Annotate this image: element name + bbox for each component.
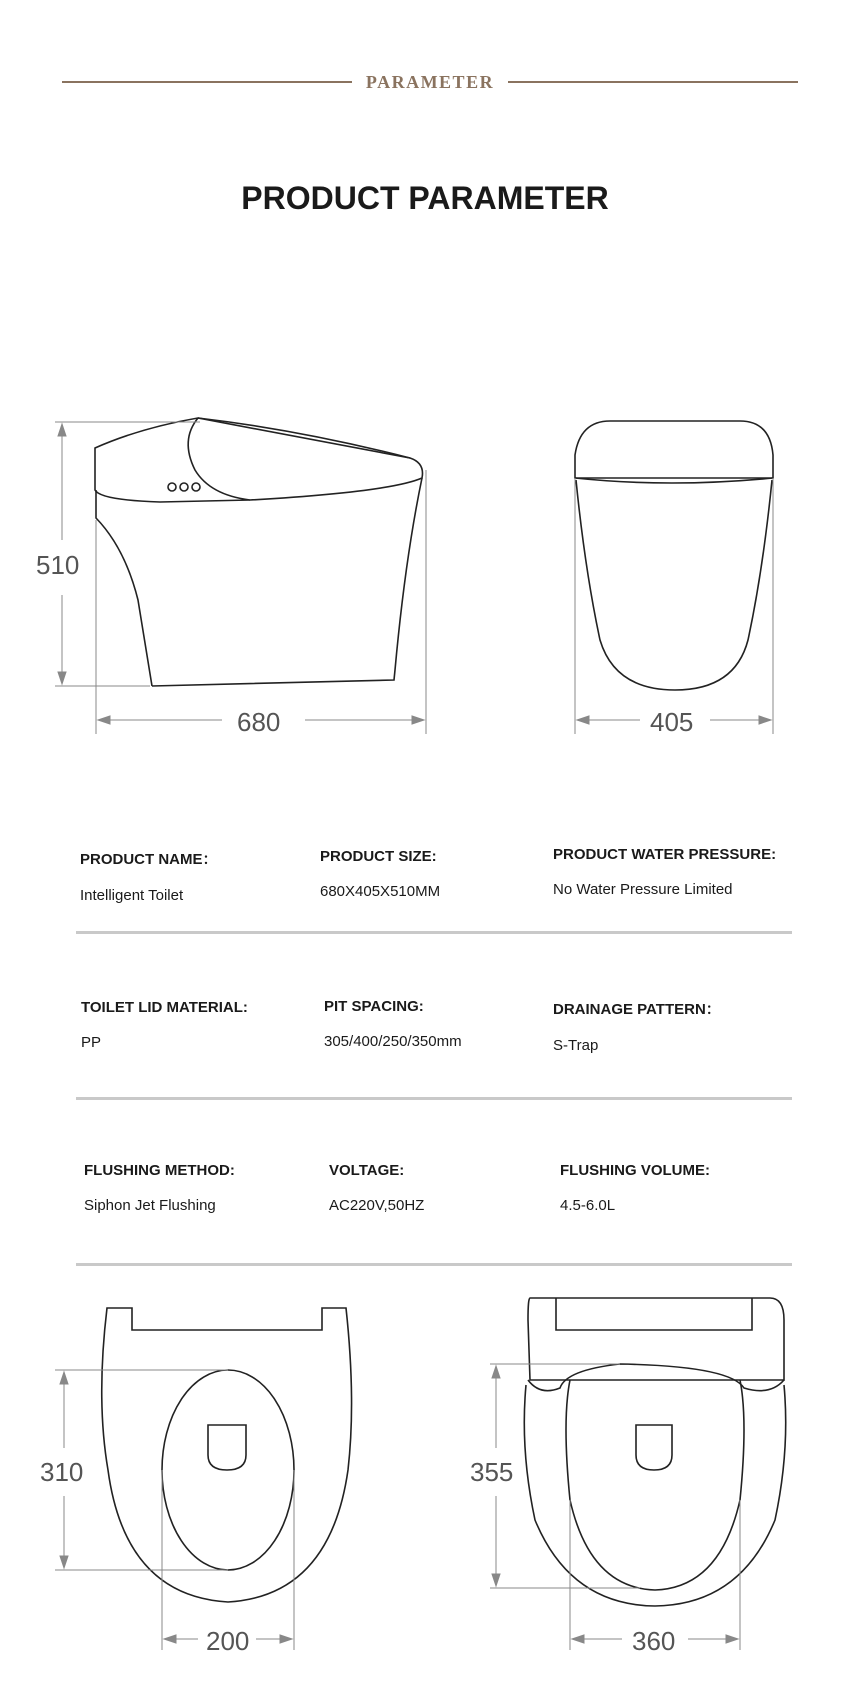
spec-value: S-Trap	[553, 1037, 599, 1054]
spec-flushing-method	[84, 1162, 235, 1214]
page-title: PRODUCT PARAMETER	[241, 180, 609, 216]
side-length-dimension	[96, 470, 426, 734]
spec-flushing-volume	[560, 1162, 710, 1214]
spec-label: TOILET LID MATERIAL:	[81, 999, 248, 1016]
spec-value: No Water Pressure Limited	[553, 881, 733, 898]
side-height-label: 510	[36, 550, 80, 580]
spec-value: 305/400/250/350mm	[324, 1033, 462, 1050]
spec-value: AC220V,50HZ	[329, 1197, 425, 1214]
spec-label: VOLTAGE:	[329, 1162, 405, 1179]
spec-label: PIT SPACING:	[324, 998, 424, 1015]
seat-length-label: 310	[40, 1457, 84, 1487]
bowl-width-label: 360	[632, 1626, 676, 1656]
spec-label: PRODUCT NAME：	[80, 851, 218, 868]
spec-voltage	[329, 1162, 424, 1214]
front-width-dimension	[575, 478, 773, 734]
spec-value: 680X405X510MM	[320, 883, 441, 900]
spec-label: PRODUCT SIZE:	[320, 848, 437, 865]
toilet-side-view	[95, 418, 423, 686]
spec-label: PRODUCT WATER PRESSURE:	[553, 846, 777, 863]
toilet-front-view	[575, 421, 773, 690]
spec-label: DRAINAGE PATTERN：	[553, 1001, 721, 1018]
seat-top-view	[102, 1308, 352, 1602]
front-width-label: 405	[650, 707, 694, 737]
spec-value: Siphon Jet Flushing	[84, 1197, 216, 1214]
separator	[76, 1097, 792, 1100]
spec-product-size	[320, 848, 440, 900]
spec-label: FLUSHING VOLUME:	[560, 1162, 710, 1179]
side-length-label: 680	[237, 707, 281, 737]
spec-value: Intelligent Toilet	[80, 887, 184, 904]
spec-drainage-pattern	[553, 998, 721, 1054]
seat-width-dimension	[162, 1470, 294, 1650]
spec-product-name	[80, 848, 218, 904]
separator	[76, 931, 792, 934]
spec-label: FLUSHING METHOD:	[84, 1162, 235, 1179]
top-view-drawings	[0, 1290, 850, 1684]
seat-width-label: 200	[206, 1626, 250, 1656]
spec-value: PP	[81, 1034, 102, 1051]
section-banner	[62, 70, 798, 94]
spec-water-pressure	[553, 846, 776, 898]
spec-lid-material	[81, 999, 248, 1051]
spec-pit-spacing	[324, 998, 462, 1050]
banner-label: PARAMETER	[365, 72, 495, 92]
spec-value: 4.5-6.0L	[560, 1197, 616, 1214]
bowl-top-view	[524, 1298, 785, 1606]
bowl-length-label: 355	[470, 1457, 514, 1487]
elevation-drawings	[0, 380, 850, 740]
separator	[76, 1263, 792, 1266]
